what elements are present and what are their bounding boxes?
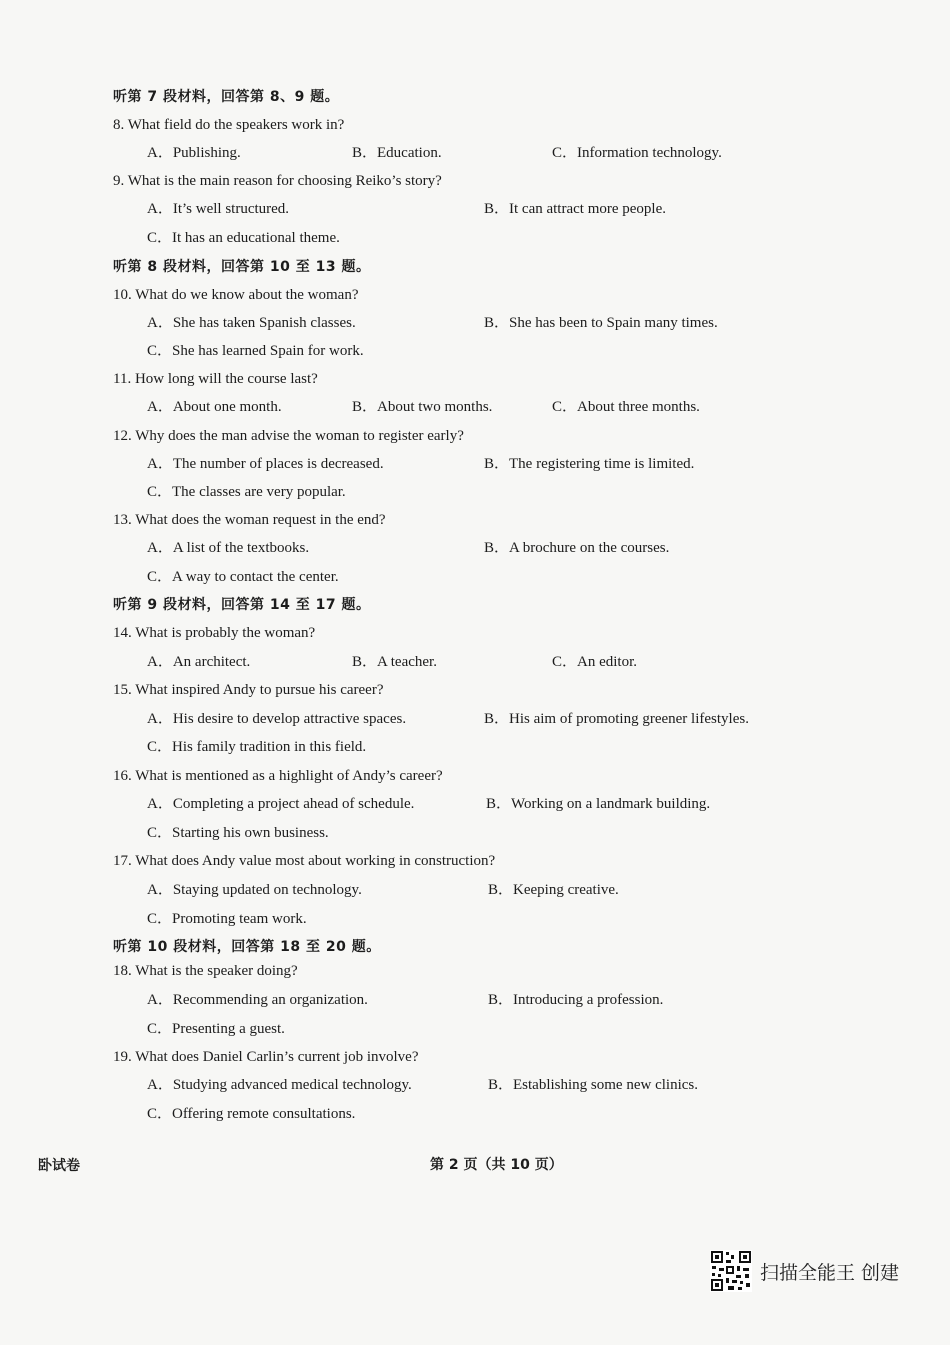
section-header-10: 听第 10 段材料，回答第 18 至 20 题。 xyxy=(113,939,381,955)
question-14-stem: 14. What is probably the woman? xyxy=(113,625,316,641)
question-9-option-c: C．It has an educational theme. xyxy=(147,230,340,246)
footer-page-number: 第 2 页（共 10 页） xyxy=(430,1157,563,1173)
question-10-stem: 10. What do we know about the woman? xyxy=(113,287,359,303)
question-15-stem: 15. What inspired Andy to pursue his career? xyxy=(113,682,384,698)
question-19-option-b: B．Establishing some new clinics. xyxy=(488,1077,698,1093)
question-11-stem: 11. How long will the course last? xyxy=(113,371,318,387)
question-17-option-c: C．Promoting team work. xyxy=(147,911,307,927)
question-13-option-b: B．A brochure on the courses. xyxy=(484,540,670,556)
question-17-option-a: A．Staying updated on technology. xyxy=(147,882,362,898)
question-18-option-c: C．Presenting a guest. xyxy=(147,1021,285,1037)
question-15-option-c: C．His family tradition in this field. xyxy=(147,739,367,755)
question-11-option-b: B．About two months. xyxy=(352,399,493,415)
question-14-option-b: B．A teacher. xyxy=(352,654,437,670)
section-header-8: 听第 8 段材料，回答第 10 至 13 题。 xyxy=(113,259,371,275)
scanner-watermark xyxy=(710,1250,899,1292)
question-9-option-a: A．It’s well structured. xyxy=(147,201,290,217)
qr-code-icon xyxy=(710,1250,752,1292)
question-8-option-b: B．Education. xyxy=(352,145,442,161)
question-19-option-a: A．Studying advanced medical technology. xyxy=(147,1077,412,1093)
question-9-option-b: B．It can attract more people. xyxy=(484,201,667,217)
question-12-option-a: A．The number of places is decreased. xyxy=(147,456,384,472)
question-16-option-b: B．Working on a landmark building. xyxy=(486,796,711,812)
question-16-option-c: C．Starting his own business. xyxy=(147,825,329,841)
question-10-option-a: A．She has taken Spanish classes. xyxy=(147,315,356,331)
question-8-option-c: C．Information technology. xyxy=(552,145,722,161)
question-19-stem: 19. What does Daniel Carlin’s current job involve? xyxy=(113,1049,419,1065)
question-16-option-a: A．Completing a project ahead of schedule. xyxy=(147,796,415,812)
question-14-option-c: C．An editor. xyxy=(552,654,637,670)
question-11-option-a: A．About one month. xyxy=(147,399,282,415)
question-14-option-a: A．An architect. xyxy=(147,654,251,670)
question-15-option-b: B．His aim of promoting greener lifestyles. xyxy=(484,711,749,727)
question-18-option-b: B．Introducing a profession. xyxy=(488,992,664,1008)
question-12-option-c: C．The classes are very popular. xyxy=(147,484,346,500)
question-15-option-a: A．His desire to develop attractive spaces. xyxy=(147,711,407,727)
question-19-option-c: C．Offering remote consultations. xyxy=(147,1106,356,1122)
section-header-7: 听第 7 段材料，回答第 8、9 题。 xyxy=(113,89,340,105)
question-13-option-c: C．A way to contact the center. xyxy=(147,569,339,585)
question-8-option-a: A．Publishing. xyxy=(147,145,241,161)
watermark-text: 扫描全能王 创建 xyxy=(760,1261,900,1284)
question-17-option-b: B．Keeping creative. xyxy=(488,882,619,898)
question-8-stem: 8. What field do the speakers work in? xyxy=(113,117,345,133)
question-18-stem: 18. What is the speaker doing? xyxy=(113,963,298,979)
question-9-stem: 9. What is the main reason for choosing Reiko’s story? xyxy=(113,173,442,189)
question-10-option-b: B．She has been to Spain many times. xyxy=(484,315,718,331)
section-header-9: 听第 9 段材料，回答第 14 至 17 题。 xyxy=(113,597,371,613)
question-18-option-a: A．Recommending an organization. xyxy=(147,992,368,1008)
question-11-option-c: C．About three months. xyxy=(552,399,700,415)
question-10-option-c: C．She has learned Spain for work. xyxy=(147,343,364,359)
footer-exam-label: 卧试卷 xyxy=(38,1158,80,1174)
question-17-stem: 17. What does Andy value most about working in construction? xyxy=(113,853,496,869)
question-12-option-b: B．The registering time is limited. xyxy=(484,456,695,472)
question-16-stem: 16. What is mentioned as a highlight of Andy’s career? xyxy=(113,768,443,784)
question-13-stem: 13. What does the woman request in the end? xyxy=(113,512,386,528)
question-12-stem: 12. Why does the man advise the woman to register early? xyxy=(113,428,464,444)
question-13-option-a: A．A list of the textbooks. xyxy=(147,540,310,556)
